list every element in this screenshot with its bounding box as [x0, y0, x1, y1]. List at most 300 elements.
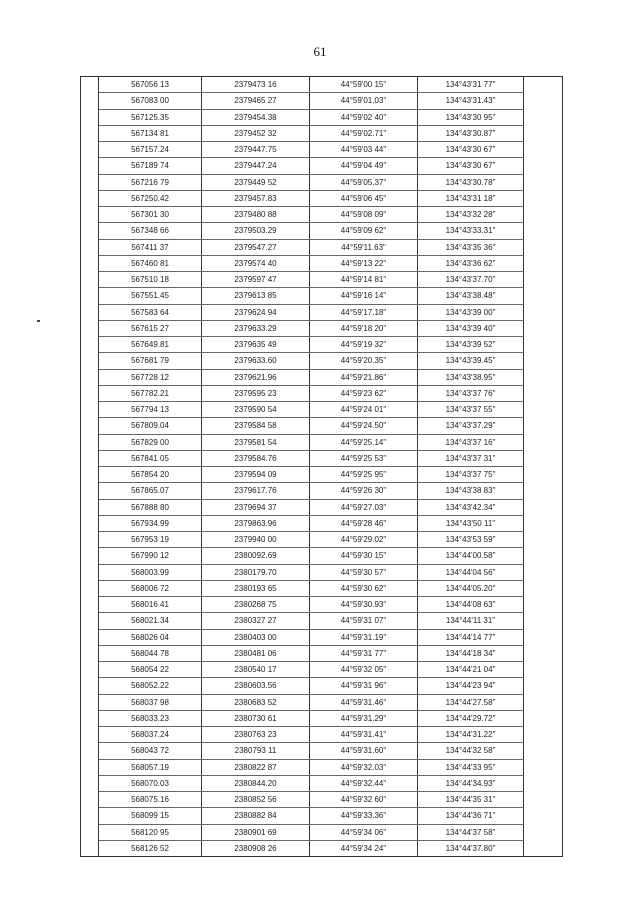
- note-cell: [524, 499, 563, 515]
- longitude-cell: 134°43'30.87": [418, 125, 524, 141]
- y-coordinate-cell: 2379595 23: [202, 385, 310, 401]
- note-cell: [524, 272, 563, 288]
- y-coordinate-cell: 2379447.75: [202, 142, 310, 158]
- row-number-cell: [81, 223, 99, 239]
- note-cell: [524, 694, 563, 710]
- table-row: [81, 808, 563, 824]
- note-cell: [524, 613, 563, 629]
- table-row: [81, 434, 563, 450]
- y-coordinate-cell: 2380822 87: [202, 759, 310, 775]
- note-cell: [524, 710, 563, 726]
- latitude-cell: 44°59'32 05": [310, 662, 418, 678]
- x-coordinate-cell: 567953 19: [99, 532, 202, 548]
- row-number-cell: [81, 93, 99, 109]
- note-cell: [524, 840, 563, 856]
- y-coordinate-cell: 2379574 40: [202, 255, 310, 271]
- note-cell: [524, 662, 563, 678]
- longitude-cell: 134°43'42.34": [418, 499, 524, 515]
- x-coordinate-cell: 567794 13: [99, 402, 202, 418]
- y-coordinate-cell: 2379621.96: [202, 369, 310, 385]
- latitude-cell: 44°59'03 44": [310, 142, 418, 158]
- longitude-cell: 134°43'39 52": [418, 337, 524, 353]
- y-coordinate-cell: 2379449 52: [202, 174, 310, 190]
- x-coordinate-cell: 567990 12: [99, 548, 202, 564]
- y-coordinate-cell: 2379617.76: [202, 483, 310, 499]
- x-coordinate-cell: 567809.04: [99, 418, 202, 434]
- row-number-cell: [81, 710, 99, 726]
- latitude-cell: 44°59'27.03": [310, 499, 418, 515]
- longitude-cell: 134°44'08 63": [418, 597, 524, 613]
- longitude-cell: 134°44'34.93": [418, 775, 524, 791]
- longitude-cell: 134°43'35 36": [418, 239, 524, 255]
- longitude-cell: 134°44'36 71": [418, 808, 524, 824]
- x-coordinate-cell: 568043 72: [99, 743, 202, 759]
- table-row: [81, 548, 563, 564]
- coordinates-table: [80, 76, 563, 857]
- table-row: [81, 158, 563, 174]
- row-number-cell: [81, 629, 99, 645]
- note-cell: [524, 434, 563, 450]
- row-number-cell: [81, 840, 99, 856]
- note-cell: [524, 548, 563, 564]
- row-number-cell: [81, 515, 99, 531]
- y-coordinate-cell: 2379503.29: [202, 223, 310, 239]
- y-coordinate-cell: 2380730 61: [202, 710, 310, 726]
- latitude-cell: 44°59'30 57": [310, 564, 418, 580]
- y-coordinate-cell: 2379547.27: [202, 239, 310, 255]
- longitude-cell: 134°44'05.20": [418, 580, 524, 596]
- note-cell: [524, 775, 563, 791]
- latitude-cell: 44°59'18 20": [310, 320, 418, 336]
- x-coordinate-cell: 568033.23: [99, 710, 202, 726]
- y-coordinate-cell: 2379447.24: [202, 158, 310, 174]
- row-number-cell: [81, 645, 99, 661]
- note-cell: [524, 580, 563, 596]
- longitude-cell: 134°43'37 16": [418, 434, 524, 450]
- latitude-cell: 44°59'24.50": [310, 418, 418, 434]
- latitude-cell: 44°59'01.03": [310, 93, 418, 109]
- y-coordinate-cell: 2379590 54: [202, 402, 310, 418]
- note-cell: [524, 564, 563, 580]
- y-coordinate-cell: 2379633.60: [202, 353, 310, 369]
- y-coordinate-cell: 2380092.69: [202, 548, 310, 564]
- x-coordinate-cell: 567301 30: [99, 207, 202, 223]
- latitude-cell: 44°59'24 01": [310, 402, 418, 418]
- row-number-cell: [81, 467, 99, 483]
- longitude-cell: 134°44'32 58": [418, 743, 524, 759]
- x-coordinate-cell: 567134 81: [99, 125, 202, 141]
- note-cell: [524, 450, 563, 466]
- note-cell: [524, 320, 563, 336]
- note-cell: [524, 125, 563, 141]
- table-row: [81, 645, 563, 661]
- longitude-cell: 134°43'39.45": [418, 353, 524, 369]
- table-row: [81, 483, 563, 499]
- x-coordinate-cell: 568057.19: [99, 759, 202, 775]
- y-coordinate-cell: 2379624 94: [202, 304, 310, 320]
- longitude-cell: 134°44'18 34": [418, 645, 524, 661]
- latitude-cell: 44°59'06 45": [310, 190, 418, 206]
- x-coordinate-cell: 568120 95: [99, 824, 202, 840]
- longitude-cell: 134°44'29.72": [418, 710, 524, 726]
- row-number-cell: [81, 369, 99, 385]
- latitude-cell: 44°59'30 15": [310, 548, 418, 564]
- y-coordinate-cell: 2380327 27: [202, 613, 310, 629]
- note-cell: [524, 402, 563, 418]
- note-cell: [524, 727, 563, 743]
- table-row: [81, 304, 563, 320]
- row-number-cell: [81, 272, 99, 288]
- row-number-cell: [81, 548, 99, 564]
- row-number-cell: [81, 385, 99, 401]
- longitude-cell: 134°44'11 31": [418, 613, 524, 629]
- note-cell: [524, 385, 563, 401]
- table-row: [81, 77, 563, 93]
- row-number-cell: [81, 288, 99, 304]
- latitude-cell: 44°59'31.60": [310, 743, 418, 759]
- y-coordinate-cell: 2379473 16: [202, 77, 310, 93]
- note-cell: [524, 77, 563, 93]
- y-coordinate-cell: 2379480 88: [202, 207, 310, 223]
- latitude-cell: 44°59'31.29": [310, 710, 418, 726]
- row-number-cell: [81, 824, 99, 840]
- x-coordinate-cell: 568126 52: [99, 840, 202, 856]
- row-number-cell: [81, 499, 99, 515]
- y-coordinate-cell: 2379635 49: [202, 337, 310, 353]
- row-number-cell: [81, 727, 99, 743]
- x-coordinate-cell: 568021.34: [99, 613, 202, 629]
- table-row: [81, 743, 563, 759]
- table-row: [81, 239, 563, 255]
- row-number-cell: [81, 564, 99, 580]
- note-cell: [524, 645, 563, 661]
- latitude-cell: 44°59'02 40": [310, 109, 418, 125]
- row-number-cell: [81, 418, 99, 434]
- table-row: [81, 450, 563, 466]
- table-row: [81, 775, 563, 791]
- longitude-cell: 134°43'38 83": [418, 483, 524, 499]
- longitude-cell: 134°43'33.31": [418, 223, 524, 239]
- y-coordinate-cell: 2380603.56: [202, 678, 310, 694]
- note-cell: [524, 288, 563, 304]
- table-row: [81, 710, 563, 726]
- row-number-cell: [81, 255, 99, 271]
- latitude-cell: 44°59'11.63": [310, 239, 418, 255]
- x-coordinate-cell: 567865.07: [99, 483, 202, 499]
- longitude-cell: 134°43'39 00": [418, 304, 524, 320]
- x-coordinate-cell: 567460 81: [99, 255, 202, 271]
- row-number-cell: [81, 239, 99, 255]
- longitude-cell: 134°44'31.22": [418, 727, 524, 743]
- x-coordinate-cell: 567125.35: [99, 109, 202, 125]
- longitude-cell: 134°44'04 56": [418, 564, 524, 580]
- x-coordinate-cell: 568054 22: [99, 662, 202, 678]
- longitude-cell: 134°43'31 18": [418, 190, 524, 206]
- table-row: [81, 580, 563, 596]
- note-cell: [524, 678, 563, 694]
- note-cell: [524, 239, 563, 255]
- row-number-cell: [81, 808, 99, 824]
- longitude-cell: 134°43'36 62": [418, 255, 524, 271]
- row-number-cell: [81, 792, 99, 808]
- longitude-cell: 134°43'50 11": [418, 515, 524, 531]
- x-coordinate-cell: 567583 64: [99, 304, 202, 320]
- x-coordinate-cell: 567728 12: [99, 369, 202, 385]
- table-row: [81, 759, 563, 775]
- row-number-cell: [81, 125, 99, 141]
- table-row: [81, 337, 563, 353]
- row-number-cell: [81, 353, 99, 369]
- table-row: [81, 125, 563, 141]
- latitude-cell: 44°59'19 32": [310, 337, 418, 353]
- y-coordinate-cell: 2379454.38: [202, 109, 310, 125]
- y-coordinate-cell: 2379940 00: [202, 532, 310, 548]
- x-coordinate-cell: 567681 79: [99, 353, 202, 369]
- longitude-cell: 134°44'21 04": [418, 662, 524, 678]
- y-coordinate-cell: 2379581 54: [202, 434, 310, 450]
- table-row: [81, 223, 563, 239]
- table-row: [81, 662, 563, 678]
- y-coordinate-cell: 2380763 23: [202, 727, 310, 743]
- note-cell: [524, 824, 563, 840]
- table-row: [81, 320, 563, 336]
- table-row: [81, 515, 563, 531]
- y-coordinate-cell: 2379452 32: [202, 125, 310, 141]
- longitude-cell: 134°44'23 94": [418, 678, 524, 694]
- table-row: [81, 840, 563, 856]
- note-cell: [524, 792, 563, 808]
- latitude-cell: 44°59'04 49": [310, 158, 418, 174]
- table-row: [81, 288, 563, 304]
- latitude-cell: 44°59'25.14": [310, 434, 418, 450]
- latitude-cell: 44°59'31.46": [310, 694, 418, 710]
- longitude-cell: 134°44'14 77": [418, 629, 524, 645]
- table-row: [81, 402, 563, 418]
- latitude-cell: 44°59'32.03": [310, 759, 418, 775]
- latitude-cell: 44°59'30.93": [310, 597, 418, 613]
- note-cell: [524, 597, 563, 613]
- table-row: [81, 467, 563, 483]
- table-row: [81, 385, 563, 401]
- x-coordinate-cell: 567056 13: [99, 77, 202, 93]
- note-cell: [524, 337, 563, 353]
- x-coordinate-cell: 567189 74: [99, 158, 202, 174]
- table-row: [81, 142, 563, 158]
- latitude-cell: 44°59'08 09": [310, 207, 418, 223]
- latitude-cell: 44°59'14 81": [310, 272, 418, 288]
- y-coordinate-cell: 2380268 75: [202, 597, 310, 613]
- y-coordinate-cell: 2380908 26: [202, 840, 310, 856]
- note-cell: [524, 759, 563, 775]
- x-coordinate-cell: 567888 80: [99, 499, 202, 515]
- note-cell: [524, 515, 563, 531]
- note-cell: [524, 142, 563, 158]
- y-coordinate-cell: 2380683 52: [202, 694, 310, 710]
- x-coordinate-cell: 567854 20: [99, 467, 202, 483]
- row-number-cell: [81, 320, 99, 336]
- row-number-cell: [81, 142, 99, 158]
- latitude-cell: 44°59'26 30": [310, 483, 418, 499]
- row-number-cell: [81, 775, 99, 791]
- longitude-cell: 134°43'31 77": [418, 77, 524, 93]
- y-coordinate-cell: 2380852 56: [202, 792, 310, 808]
- y-coordinate-cell: 2379465 27: [202, 93, 310, 109]
- longitude-cell: 134°44'37.80": [418, 840, 524, 856]
- row-number-cell: [81, 759, 99, 775]
- longitude-cell: 134°43'30 95": [418, 109, 524, 125]
- y-coordinate-cell: 2379584 58: [202, 418, 310, 434]
- row-number-cell: [81, 158, 99, 174]
- longitude-cell: 134°43'30 67": [418, 158, 524, 174]
- x-coordinate-cell: 568026 04: [99, 629, 202, 645]
- x-coordinate-cell: 567934.99: [99, 515, 202, 531]
- x-coordinate-cell: 567510 18: [99, 272, 202, 288]
- note-cell: [524, 532, 563, 548]
- table-row: [81, 532, 563, 548]
- latitude-cell: 44°59'34 06": [310, 824, 418, 840]
- longitude-cell: 134°44'33 95": [418, 759, 524, 775]
- table-row: [81, 174, 563, 190]
- note-cell: [524, 190, 563, 206]
- longitude-cell: 134°43'38.48": [418, 288, 524, 304]
- latitude-cell: 44°59'25 95": [310, 467, 418, 483]
- x-coordinate-cell: 567348 66: [99, 223, 202, 239]
- longitude-cell: 134°43'37 76": [418, 385, 524, 401]
- coordinates-table-body: [81, 77, 563, 857]
- table-row: [81, 255, 563, 271]
- longitude-cell: 134°43'53 59": [418, 532, 524, 548]
- y-coordinate-cell: 2380844.20: [202, 775, 310, 791]
- row-number-cell: [81, 597, 99, 613]
- longitude-cell: 134°43'37 75": [418, 467, 524, 483]
- row-number-cell: [81, 613, 99, 629]
- y-coordinate-cell: 2379694 37: [202, 499, 310, 515]
- note-cell: [524, 93, 563, 109]
- x-coordinate-cell: 567157.24: [99, 142, 202, 158]
- y-coordinate-cell: 2379613 85: [202, 288, 310, 304]
- y-coordinate-cell: 2380179.70: [202, 564, 310, 580]
- note-cell: [524, 369, 563, 385]
- longitude-cell: 134°44'37 58": [418, 824, 524, 840]
- note-cell: [524, 743, 563, 759]
- x-coordinate-cell: 568099 15: [99, 808, 202, 824]
- table-row: [81, 613, 563, 629]
- latitude-cell: 44°59'17.18": [310, 304, 418, 320]
- latitude-cell: 44°59'25 53": [310, 450, 418, 466]
- x-coordinate-cell: 568044 78: [99, 645, 202, 661]
- table-row: [81, 353, 563, 369]
- y-coordinate-cell: 2380193 65: [202, 580, 310, 596]
- longitude-cell: 134°43'37 31": [418, 450, 524, 466]
- table-row: [81, 694, 563, 710]
- note-cell: [524, 418, 563, 434]
- x-coordinate-cell: 567615 27: [99, 320, 202, 336]
- table-row: [81, 499, 563, 515]
- latitude-cell: 44°59'13 22": [310, 255, 418, 271]
- table-row: [81, 727, 563, 743]
- table-row: [81, 190, 563, 206]
- longitude-cell: 134°43'37.29": [418, 418, 524, 434]
- table-row: [81, 597, 563, 613]
- note-cell: [524, 304, 563, 320]
- table-row: [81, 678, 563, 694]
- y-coordinate-cell: 2380882 84: [202, 808, 310, 824]
- x-coordinate-cell: 568052.22: [99, 678, 202, 694]
- page-number: 61: [313, 44, 327, 59]
- table-row: [81, 824, 563, 840]
- x-coordinate-cell: 567250.42: [99, 190, 202, 206]
- longitude-cell: 134°43'37 55": [418, 402, 524, 418]
- longitude-cell: 134°43'30 67": [418, 142, 524, 158]
- x-coordinate-cell: 567782.21: [99, 385, 202, 401]
- latitude-cell: 44°59'31 07": [310, 613, 418, 629]
- note-cell: [524, 174, 563, 190]
- longitude-cell: 134°43'31.43": [418, 93, 524, 109]
- row-number-cell: [81, 190, 99, 206]
- row-number-cell: [81, 337, 99, 353]
- note-cell: [524, 483, 563, 499]
- latitude-cell: 44°59'21.86": [310, 369, 418, 385]
- row-number-cell: [81, 694, 99, 710]
- y-coordinate-cell: 2379594 09: [202, 467, 310, 483]
- latitude-cell: 44°59'31 96": [310, 678, 418, 694]
- longitude-cell: 134°43'38.95": [418, 369, 524, 385]
- table-row: [81, 207, 563, 223]
- note-cell: [524, 207, 563, 223]
- x-coordinate-cell: 567216 79: [99, 174, 202, 190]
- latitude-cell: 44°59'23 62": [310, 385, 418, 401]
- x-coordinate-cell: 568037.24: [99, 727, 202, 743]
- x-coordinate-cell: 568037 98: [99, 694, 202, 710]
- note-cell: [524, 255, 563, 271]
- row-number-cell: [81, 402, 99, 418]
- latitude-cell: 44°59'20.35": [310, 353, 418, 369]
- latitude-cell: 44°59'31.41": [310, 727, 418, 743]
- latitude-cell: 44°59'29.02": [310, 532, 418, 548]
- table-row: [81, 109, 563, 125]
- note-cell: [524, 353, 563, 369]
- row-number-cell: [81, 174, 99, 190]
- table-row: [81, 369, 563, 385]
- longitude-cell: 134°44'35 31": [418, 792, 524, 808]
- x-coordinate-cell: 568070.03: [99, 775, 202, 791]
- latitude-cell: 44°59'00 15": [310, 77, 418, 93]
- latitude-cell: 44°59'31 77": [310, 645, 418, 661]
- y-coordinate-cell: 2380793 11: [202, 743, 310, 759]
- row-number-cell: [81, 483, 99, 499]
- x-coordinate-cell: 568003.99: [99, 564, 202, 580]
- note-cell: [524, 158, 563, 174]
- row-number-cell: [81, 662, 99, 678]
- latitude-cell: 44°59'34 24": [310, 840, 418, 856]
- row-number-cell: [81, 580, 99, 596]
- x-coordinate-cell: 567841 05: [99, 450, 202, 466]
- table-row: [81, 418, 563, 434]
- row-number-cell: [81, 678, 99, 694]
- x-coordinate-cell: 567649.81: [99, 337, 202, 353]
- x-coordinate-cell: 567411 37: [99, 239, 202, 255]
- row-number-cell: [81, 304, 99, 320]
- longitude-cell: 134°44'27.58": [418, 694, 524, 710]
- table-row: [81, 272, 563, 288]
- latitude-cell: 44°59'31.19": [310, 629, 418, 645]
- row-number-cell: [81, 77, 99, 93]
- latitude-cell: 44°59'16 14": [310, 288, 418, 304]
- row-number-cell: [81, 434, 99, 450]
- latitude-cell: 44°59'32 60": [310, 792, 418, 808]
- x-coordinate-cell: 568075.16: [99, 792, 202, 808]
- longitude-cell: 134°43'37.70": [418, 272, 524, 288]
